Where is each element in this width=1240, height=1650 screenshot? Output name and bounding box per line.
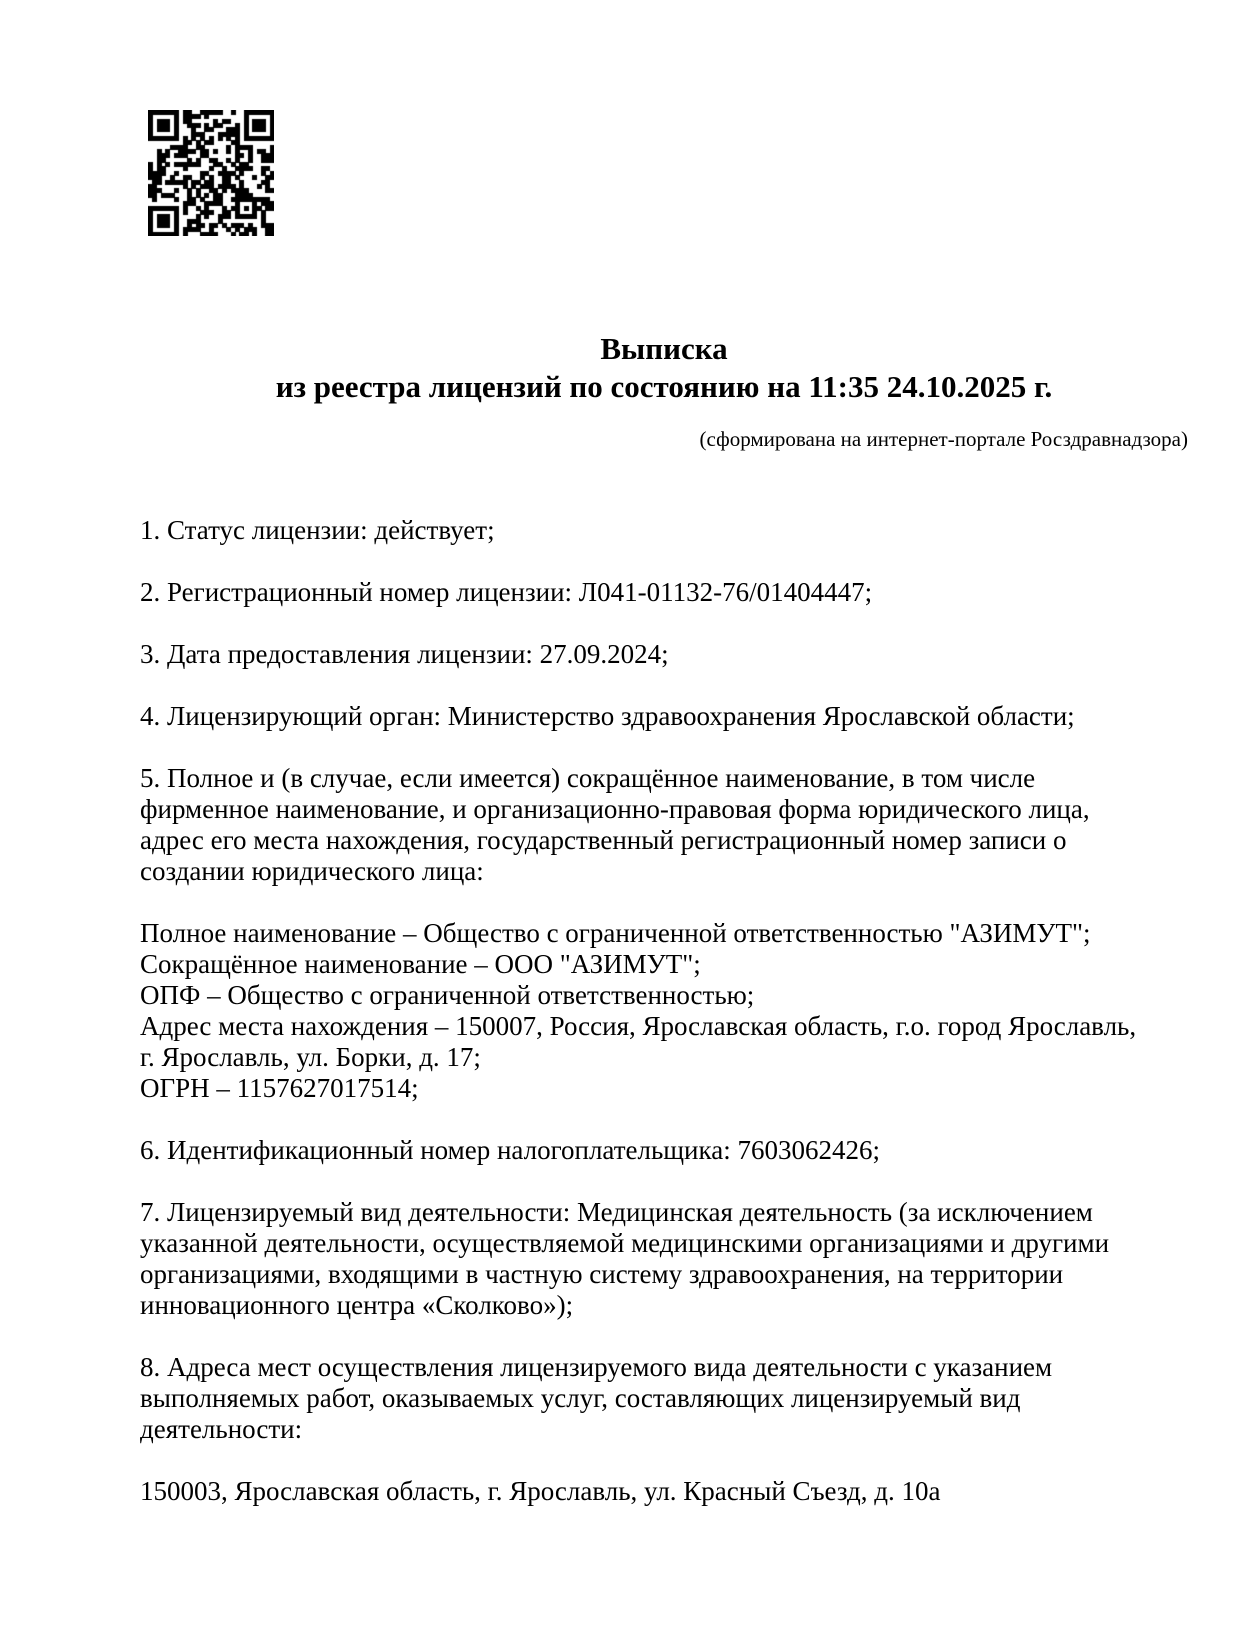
- document-paragraph: 150003, Ярославская область, г. Ярославль, ул. Красный Съезд, д. 10а: [140, 1476, 941, 1506]
- document-title-line-1: Выписка: [600, 331, 728, 366]
- document-paragraph: 6. Идентификационный номер налогоплательщика: 7603062426;: [140, 1135, 880, 1165]
- generation-note: (сформирована на интернет-портале Росздравнадзора): [699, 427, 1188, 451]
- document-body: [140, 515, 1140, 1538]
- document-paragraph: 8. Адреса мест осуществления лицензируемого вида деятельности с указанием выполняемых работ, оказываемых услуг, составляющих лицензируемый вид деятельности:: [140, 1352, 1053, 1444]
- document-title: [140, 330, 1188, 406]
- document-paragraph: 3. Дата предоставления лицензии: 27.09.2024;: [140, 639, 669, 669]
- qr-code-icon: [148, 110, 274, 236]
- qr-code-canvas: [148, 110, 274, 236]
- document-paragraph: 5. Полное и (в случае, если имеется) сокращённое наименование, в том числе фирменное наименование, и организационно-правовая форма юридического лица, адрес его места нахождения, государственный регистрационный номер записи о создании юридического лица:: [140, 763, 1090, 886]
- document-paragraph: 1. Статус лицензии: действует;: [140, 515, 495, 545]
- document-paragraph: 4. Лицензирующий орган: Министерство здравоохранения Ярославской области;: [140, 701, 1075, 731]
- document-paragraph: 7. Лицензируемый вид деятельности: Медицинская деятельность (за исключением указанной деятельности, осуществляемой медицинскими организациями и другими организациями, входящими в частную систему здравоохранения, на территории инновационного центра «Сколково»);: [140, 1197, 1110, 1320]
- document-title-line-2: из реестра лицензий по состоянию на 11:35 24.10.2025 г.: [275, 369, 1053, 404]
- document-paragraph: 2. Регистрационный номер лицензии: Л041-01132-76/01404447;: [140, 577, 873, 607]
- document-paragraph: Полное наименование – Общество с ограниченной ответственностью "АЗИМУТ"; Сокращённое наименование – ООО "АЗИМУТ"; ОПФ – Общество с ограниченной ответственностью; Адрес места нахождения – 150007, Россия, Ярославская область, г.о. город Ярославль, г. Ярославль, ул. Борки, д. 17; ОГРН – 1157627017514;: [140, 918, 1137, 1103]
